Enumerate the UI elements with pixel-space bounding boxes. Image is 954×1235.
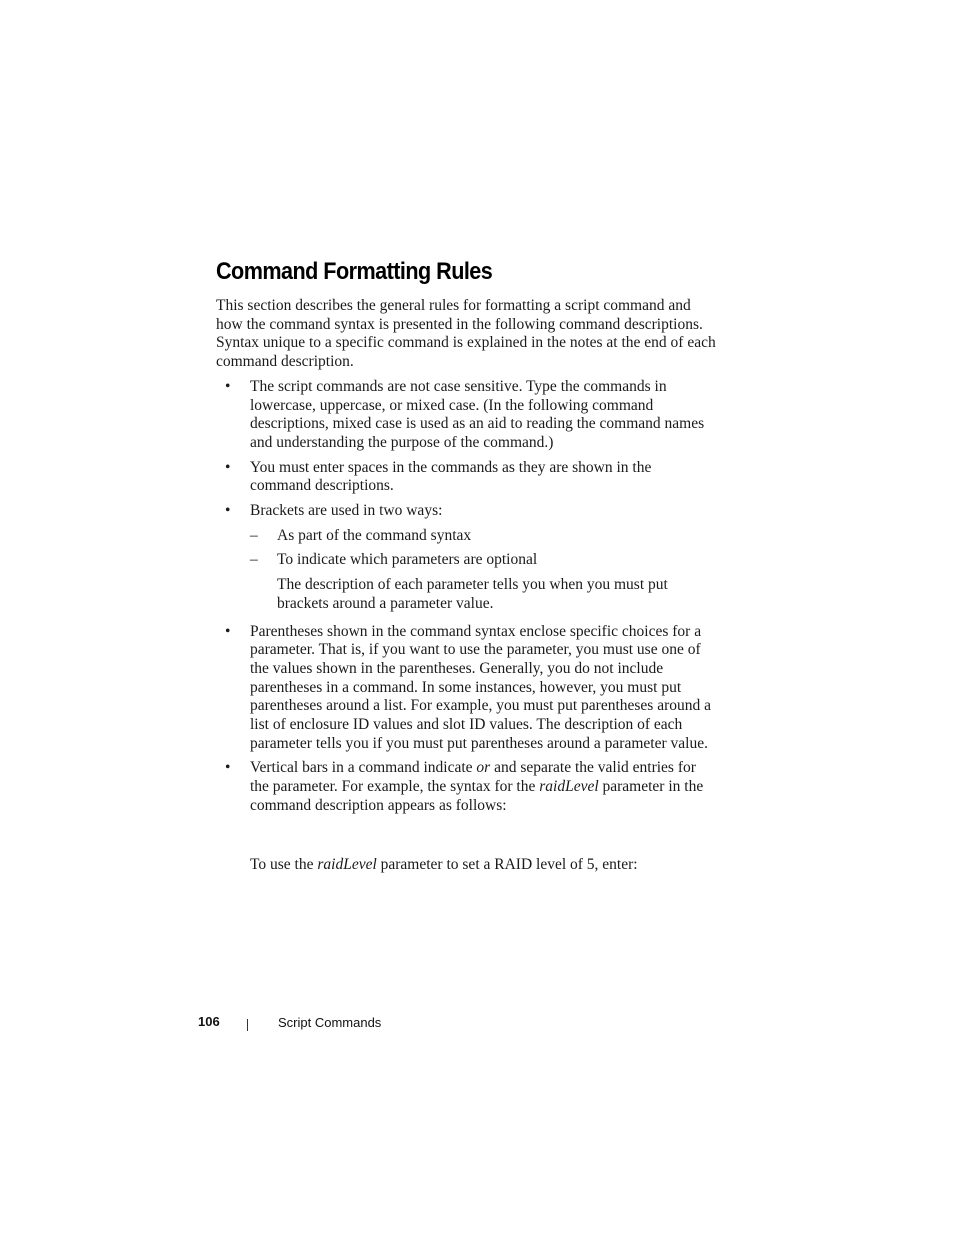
list-item (216, 459, 716, 496)
text-run: parameter to set a RAID level of 5, enter: (376, 855, 638, 873)
bullet-marker: • (225, 759, 231, 777)
bullet-marker: • (225, 502, 231, 520)
text-run: To use the (250, 855, 318, 873)
list-item (216, 378, 716, 453)
list-item-text: Brackets are used in two ways: (250, 502, 443, 520)
text-run: parameter in the command description appears as follows: (250, 778, 704, 814)
dash-marker: – (250, 526, 258, 544)
text-run: Vertical bars in a command indicate (250, 759, 477, 777)
list-item-text: The script commands are not case sensitive. Type the commands in lowercase, uppercase, or mixed case. (In the following command descriptions, mixed case is used as an aid to reading the command names and understanding the purpose of the command.) (250, 377, 705, 451)
followup-paragraph (216, 856, 716, 875)
list-item (216, 623, 716, 754)
sub-list-item-text: As part of the command syntax (277, 526, 472, 544)
dash-marker: – (250, 551, 258, 569)
bullet-marker: • (225, 377, 231, 395)
section-heading: Command Formatting Rules (216, 258, 493, 285)
rules-list (216, 378, 716, 816)
list-item-text (250, 759, 703, 813)
bullet-marker: • (225, 622, 231, 640)
bracket-note: The description of each parameter tells you when you must put brackets around a parameter value. (277, 576, 668, 612)
list-item-text: You must enter spaces in the commands as they are shown in the command descriptions. (250, 458, 652, 495)
bracket-uses-list (250, 527, 716, 570)
syntax-example-area (216, 822, 716, 856)
emphasis: or (476, 759, 491, 777)
text-run: and separate the valid entries for the parameter. For example, the syntax for the (250, 759, 696, 796)
list-item-text: Parentheses shown in the command syntax enclose specific choices for a parameter. That is, if you want to use the parameter, you must use one of the values shown in the parentheses. Generally, you do not include parentheses in a command. In some instances, however, you must put parentheses around a list. For example, you must put parentheses around a list of enclosure ID values and slot ID values. The description of each parameter tells you if you must put parentheses around a parameter value. (250, 622, 712, 752)
parameter-name: raidLevel (539, 778, 599, 796)
footer-section-title: Script Commands (278, 1015, 382, 1030)
footer-divider (247, 1019, 248, 1031)
page-content (216, 256, 716, 874)
sub-list-item (250, 527, 716, 546)
sub-list-item-text: To indicate which parameters are optional (277, 551, 538, 569)
bullet-marker: • (225, 458, 231, 476)
parameter-name: raidLevel (317, 855, 377, 873)
sub-list-item (250, 551, 716, 570)
page-number: 106 (198, 1014, 220, 1029)
intro-paragraph: This section describes the general rules for formatting a script command and how the command syntax is presented in the following command descriptions. Syntax unique to a specific command is explained in the notes at the end of each command description. (216, 297, 716, 371)
list-item (216, 759, 716, 815)
list-item (216, 502, 716, 614)
page-footer (0, 1014, 954, 1034)
